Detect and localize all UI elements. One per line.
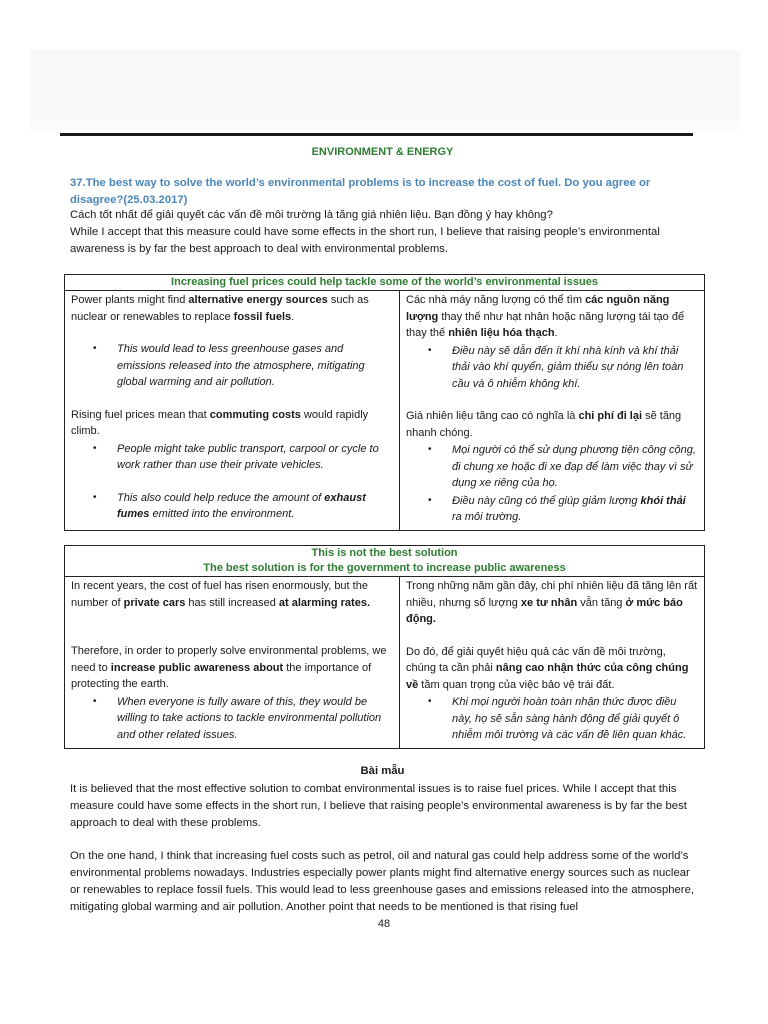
bullet-list xyxy=(71,441,393,523)
english-column xyxy=(65,577,400,749)
bullet-list xyxy=(406,343,698,393)
table-header: Increasing fuel prices could help tackle some of the world’s environmental issues xyxy=(65,275,705,291)
bullet-list xyxy=(406,442,698,526)
bullet-list xyxy=(71,694,393,744)
list-item: • When everyone is fully aware of this, they would be willing to take actions to tackle environmental pollution and other related issues. xyxy=(117,694,393,744)
paragraph: In recent years, the cost of fuel has risen enormously, but the number of private cars has still increased at alarming rates. xyxy=(71,580,370,609)
table-fuel-prices xyxy=(64,274,705,531)
sample-title: Bài mẫu xyxy=(360,765,405,777)
paragraph: Do đó, để giải quyết hiệu quả các vấn đề môi trường, chúng ta cần phải nâng cao nhận thức của công chúng về tầm quan trọng của việc bảo vệ trái đất. xyxy=(406,645,689,691)
paragraph: Rising fuel prices mean that commuting costs would rapidly climb. xyxy=(71,408,369,437)
question-translation: Cách tốt nhất để giải quyết các vấn đề môi trường là tăng giá nhiên liệu. Bạn đồng ý hay không? xyxy=(70,209,553,221)
list-item: • Khi mọi người hoàn toàn nhận thức được điều này, họ sẽ sẵn sàng hành động để giải quyết ô nhiễm môi trường và các vấn đề liên quan khác. xyxy=(452,694,698,744)
vietnamese-column xyxy=(400,577,705,749)
top-rule xyxy=(60,133,693,136)
table-header xyxy=(65,546,705,577)
list-item: • People might take public transport, carpool or cycle to work rather than use their private vehicles. xyxy=(117,441,393,474)
list-item: • Điều này sẽ dẫn đến ít khí nhà kính và khí thải thải vào khí quyển, giảm thiểu sự nóng lên toàn cầu và ô nhiễm không khí. xyxy=(452,343,698,393)
question-intro: While I accept that this measure could have some effects in the short run, I believe that raising people’s environmental awareness is by far the best approach to deal with environmental problems. xyxy=(70,226,660,255)
english-column xyxy=(65,291,400,531)
paragraph: Power plants might find alternative energy sources such as nuclear or renewables to replace fossil fuels. xyxy=(71,294,369,323)
paragraph: Giá nhiên liệu tăng cao có nghĩa là chi phí đi lại sẽ tăng nhanh chóng. xyxy=(406,410,682,439)
list-item: • This also could help reduce the amount of exhaust fumes emitted into the environment. xyxy=(117,490,393,523)
question-title: 37.The best way to solve the world’s environmental problems is to increase the cost of fuel. Do you agree or disagree?(25.03.2017) xyxy=(70,177,651,206)
page-number: 48 xyxy=(377,918,391,930)
list-item: • This would lead to less greenhouse gases and emissions released into the atmosphere, mitigating global warming and air pollution. xyxy=(117,341,393,391)
table-header-line-2: The best solution is for the government to increase public awareness xyxy=(203,562,566,574)
sample-paragraph-2: On the one hand, I think that increasing fuel costs such as petrol, oil and natural gas could help address some of the world’s environmental problems nowadays. Industries especially power plants might find alternative energy sources such as nuclear or renewables to replace fossil fuels. This would lead to less greenhouse gases and emissions released into the atmosphere, mitigating global warming and air pollution. Another point that needs to be mentioned is that rising fuel xyxy=(70,850,694,913)
paragraph: Trong những năm gần đây, chi phí nhiên liệu đã tăng lên rất nhiều, nhưng số lượng xe tư nhân vẫn tăng ở mức báo động. xyxy=(406,580,698,625)
header-area xyxy=(30,50,740,130)
paragraph: Các nhà máy năng lượng có thể tìm các nguồn năng lượng thay thế như hạt nhân hoặc năng lượng tái tạo để thay thế nhiên liệu hóa thạch. xyxy=(406,294,685,339)
section-heading: ENVIRONMENT & ENERGY xyxy=(311,146,454,158)
vietnamese-column xyxy=(400,291,705,531)
bullet-list xyxy=(406,694,698,744)
sample-paragraph-1: It is believed that the most effective solution to combat environmental issues is to raise fuel prices. While I accept that this measure could have some effects in the short run, I believe that raising people’s environmental awareness is by far the best approach to deal with these problems. xyxy=(70,783,687,829)
list-item: • Điều này cũng có thể giúp giảm lượng khói thải ra môi trường. xyxy=(452,493,698,526)
paragraph: Therefore, in order to properly solve environmental problems, we need to increase public awareness about the importance of protecting the earth. xyxy=(71,645,387,690)
bullet-list xyxy=(71,341,393,391)
table-header-line-1: This is not the best solution xyxy=(311,547,458,559)
table-public-awareness xyxy=(64,545,705,749)
list-item: • Mọi người có thể sử dụng phương tiện công cộng, đi chung xe hoặc đi xe đạp để làm việc thay vì sử dụng xe riêng của họ. xyxy=(452,442,698,492)
